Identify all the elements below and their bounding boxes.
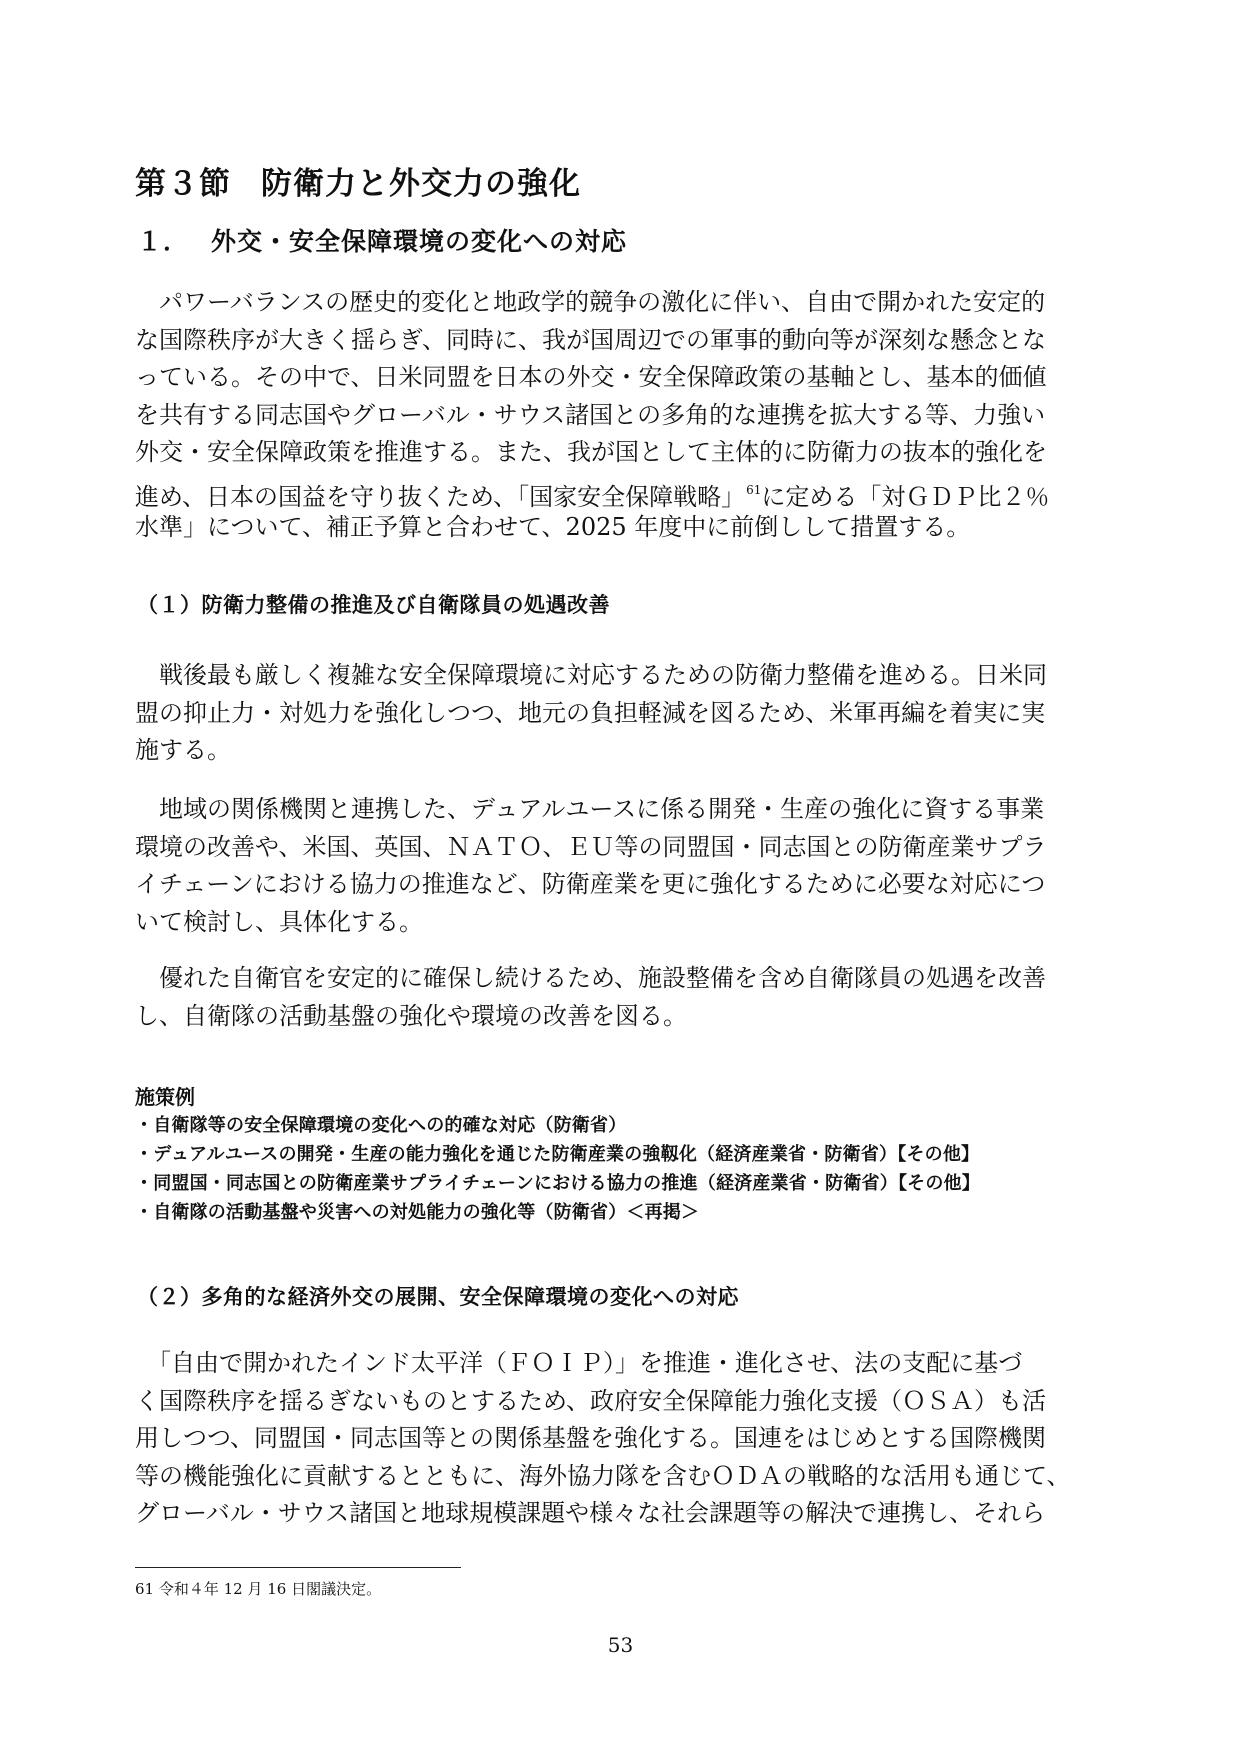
measures-title: 施策例: [135, 1085, 195, 1109]
paragraph-line: いて検討し、具体化する。: [135, 907, 423, 936]
section-title-text: 防衛力と外交力の強化: [261, 166, 581, 202]
paragraph-line: し、自衛隊の活動基盤の強化や環境の改善を図る。: [135, 1001, 687, 1030]
paragraph-line: 用しつつ、同盟国・同志国等との関係基盤を強化する。国連をはじめとする国際機関: [135, 1424, 1047, 1452]
sub1-paragraph-3: [135, 960, 1115, 1035]
heading-1-text: 外交・安全保障環境の変化への対応: [211, 227, 628, 256]
subheading-2: （２）多角的な経済外交の展開、安全保障環境の変化への対応: [137, 1285, 739, 1309]
paragraph-line: 外交・安全保障政策を推進する。また、我が国として主体的に防衛力の抜本的強化を: [135, 438, 1047, 466]
paragraph-line: パワーバランスの歴史的変化と地政学的競争の激化に伴い、自由で開かれた安定的: [159, 288, 1046, 316]
paragraph-line: 地域の関係機関と連携した、デュアルユースに係る開発・生産の強化に資する事業: [135, 795, 1045, 823]
sub1-paragraph-2: [135, 791, 1115, 941]
page-number: 53: [607, 1633, 634, 1657]
footnote: 61 令和４年 12 月 16 日閣議決定。: [135, 1580, 382, 1598]
paragraph-line: っている。その中で、日米同盟を日本の外交・安全保障政策の基軸とし、基本的価値: [135, 363, 1047, 391]
footnote-divider: [135, 1567, 461, 1568]
section-number: 第３節: [135, 166, 231, 202]
heading-1-number: １．: [137, 227, 190, 256]
line-text: に定める「対ＧＤＰ比２％: [761, 482, 1050, 511]
paragraph-line: を共有する同志国やグローバル・サウス諸国との多角的な連携を拡大する等、力強い: [135, 400, 1046, 429]
sub2-paragraph-1: [135, 1345, 1115, 1533]
intro-paragraph: [135, 284, 1115, 547]
paragraph-line: な国際秩序が大きく揺らぎ、同時に、我が国周辺での軍事的動向等が深刻な懸念とな: [135, 325, 1047, 354]
paragraph-line: 環境の改善や、米国、英国、ＮＡＴＯ、ＥＵ等の同盟国・同志国との防衛産業サプラ: [135, 832, 1047, 861]
section-title: [135, 158, 581, 203]
paragraph-line: 戦後最も厳しく複雑な安全保障環境に対応するための防衛力整備を進める。日米同: [135, 661, 1047, 689]
paragraph-line: 等の機能強化に貢献するとともに、海外協力隊を含むＯＤＡの戦略的な活用も通じて、: [135, 1461, 1071, 1490]
paragraph-line: イチェーンにおける協力の推進など、防衛産業を更に強化するために必要な対応につ: [135, 870, 1046, 898]
paragraph-line: グローバル・サウス諸国と地球規模課題や様々な社会課題等の解決で連携し、それら: [135, 1499, 1046, 1527]
paragraph-line: 施する。: [135, 736, 231, 764]
paragraph-line: 盟の抑止力・対処力を強化しつつ、地元の負担軽減を図るため、米軍再編を着実に実: [135, 698, 1046, 727]
paragraph-line: [135, 472, 1115, 510]
measure-item: ・同盟国・同志国との防衛産業サプライチェーンにおける協力の推進（経済産業省・防衛省）【その他】: [135, 1173, 980, 1194]
measures-box: [135, 1083, 980, 1227]
heading-1: [137, 222, 627, 258]
footnote-reference[interactable]: 61: [746, 482, 762, 497]
paragraph-line: 優れた自衛官を安定的に確保し続けるため、施設整備を含め自衛隊員の処遇を改善: [135, 964, 1047, 992]
measure-item: ・自衛隊の活動基盤や災害への対処能力の強化等（防衛省）＜再掲＞: [135, 1202, 700, 1223]
subheading-1: （１）防衛力整備の推進及び自衛隊員の処遇改善: [137, 593, 610, 617]
paragraph-line: く国際秩序を揺るぎないものとするため、政府安全保障能力強化支援（ＯＳＡ）も活: [135, 1386, 1047, 1415]
paragraph-line: 「自由で開かれたインド太平洋（ＦＯＩＰ）」を推進・進化させ、法の支配に基づ: [135, 1349, 1023, 1377]
sub1-paragraph-1: [135, 657, 1115, 770]
paragraph-line: 水準」について、補正予算と合わせて、2025 年度中に前倒しして措置する。: [135, 513, 971, 541]
measure-item: ・自衛隊等の安全保障環境の変化への的確な対応（防衛省）: [135, 1115, 627, 1136]
measure-item: ・デュアルユースの開発・生産の能力強化を通じた防衛産業の強靱化（経済産業省・防衛省）【その他】: [135, 1144, 980, 1165]
line-text: 進め、日本の国益を守り抜くため、「国家安全保障戦略」: [135, 482, 746, 511]
